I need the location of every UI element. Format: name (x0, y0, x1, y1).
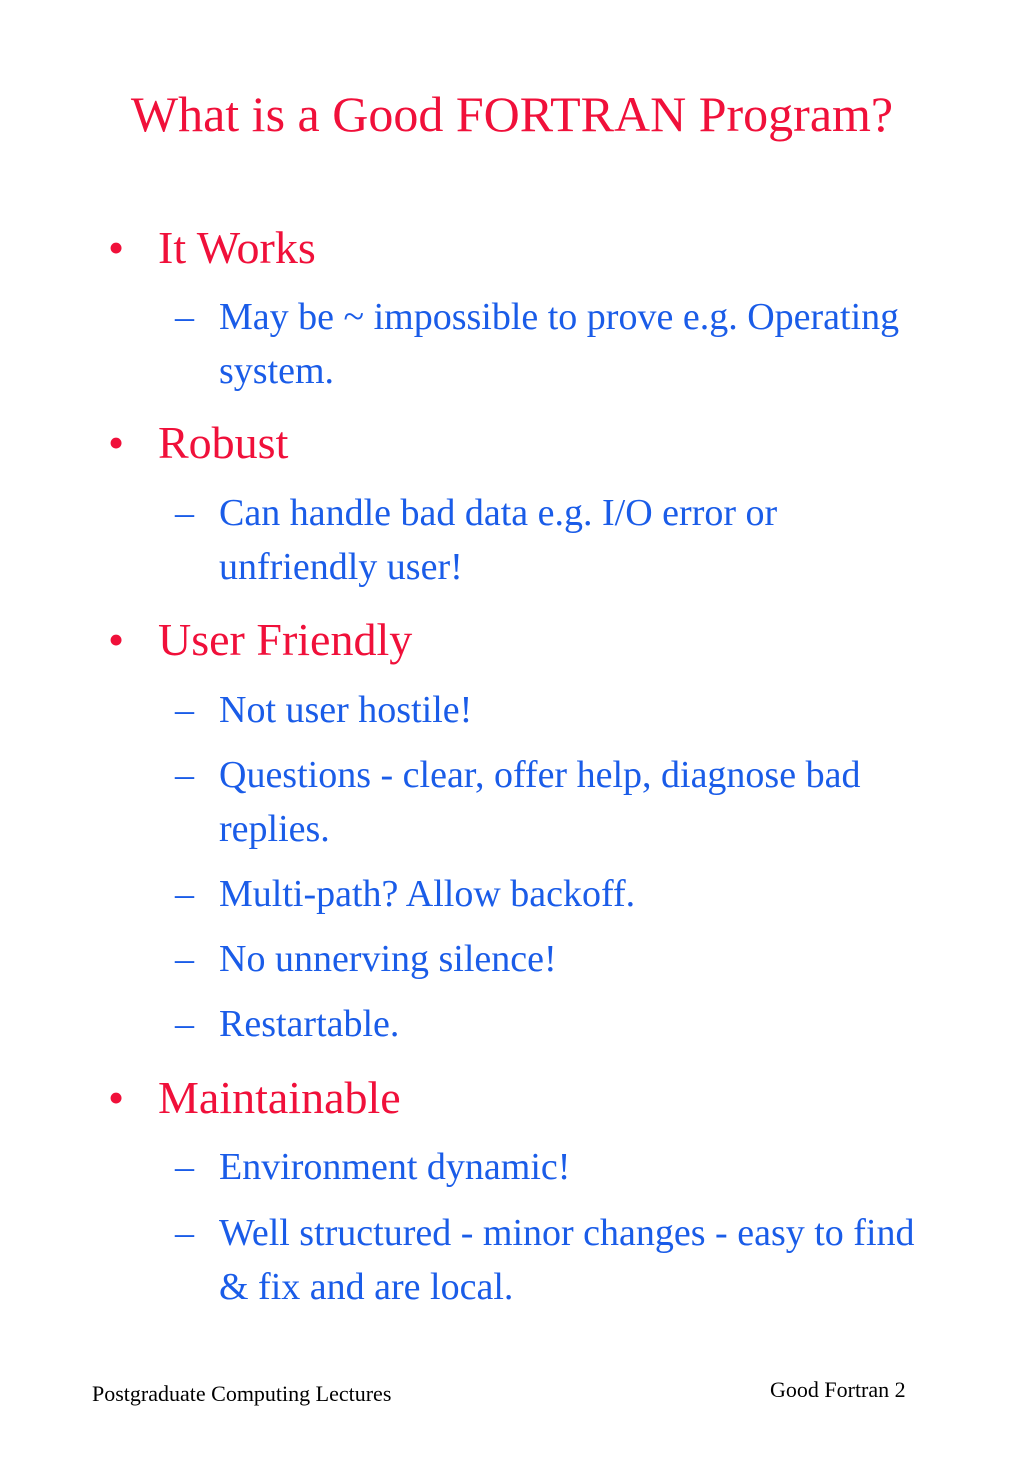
sub-bullet-dash: – (175, 1212, 194, 1254)
sub-bullet-text: Well structured - minor changes - easy to find & fix and are local. (219, 1212, 915, 1308)
bullet-label: It Works (158, 222, 316, 273)
slide-title: What is a Good FORTRAN Program? (130, 86, 894, 142)
sub-bullet-dash: – (175, 754, 194, 796)
sub-bullet-dash: – (175, 689, 194, 731)
sub-bullet-text: Restartable. (219, 1003, 400, 1045)
bullet-marker: • (108, 614, 125, 665)
bullet-label: Maintainable (158, 1072, 401, 1123)
sub-bullet-dash: – (175, 873, 194, 915)
bullet-marker: • (108, 222, 125, 273)
bullet-label: Robust (158, 417, 289, 468)
sub-bullet-text: May be ~ impossible to prove e.g. Operating system. (219, 296, 900, 392)
sub-bullet-text: Environment dynamic! (219, 1146, 571, 1188)
sub-bullet-text: Can handle bad data e.g. I/O error or unfriendly user! (219, 492, 778, 588)
sub-bullet-text: No unnerving silence! (219, 938, 557, 980)
sub-bullet-text: Questions - clear, offer help, diagnose bad replies. (219, 754, 861, 850)
bullet-marker: • (108, 1072, 125, 1123)
sub-bullet-dash: – (175, 492, 194, 534)
bullet-label: User Friendly (158, 614, 413, 665)
footer-slide-label: Good Fortran 2 (770, 1377, 906, 1402)
sub-bullet-dash: – (175, 1003, 194, 1045)
footer-course-name: Postgraduate Computing Lectures (92, 1381, 392, 1406)
sub-bullet-dash: – (175, 1146, 194, 1188)
sub-bullet-dash: – (175, 296, 194, 338)
sub-bullet-dash: – (175, 938, 194, 980)
sub-bullet-text: Not user hostile! (219, 689, 473, 731)
sub-bullet-text: Multi-path? Allow backoff. (219, 873, 636, 915)
bullet-marker: • (108, 417, 125, 468)
